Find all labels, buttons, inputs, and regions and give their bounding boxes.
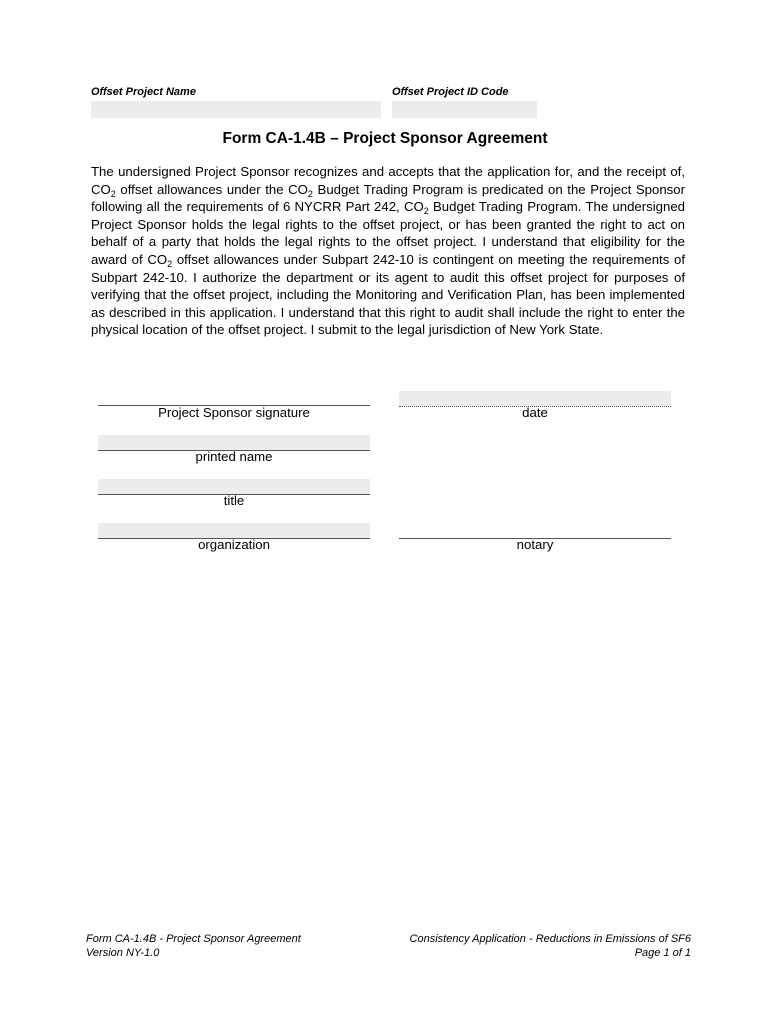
title-caption: title (223, 493, 245, 508)
printed-name-field[interactable] (98, 435, 370, 450)
offset-project-name-field[interactable] (91, 101, 381, 118)
offset-project-name-label: Offset Project Name (91, 86, 196, 98)
date-field[interactable] (399, 391, 671, 406)
agreement-paragraph: The undersigned Project Sponsor recognizes and accepts that the application for, and the receipt of, $CO_2$ offset allowances under the $CO_2$ Budget Trading Program is predicated on the Project Sponsor following all the requirements of 6 NYCRR Part 242, $CO_2$ Budget Trading Program. The undersigned Project Sponsor holds the legal rights to the offset project, or has been granted the right to act on behalf of a party that holds the legal rights to the offset project. I understand that eligibility for the award of $CO_2$ offset allowances under Subpart 242-10 is contingent on meeting the requirements of Subpart 242-10. I authorize the department or its agent to audit this offset project for purposes of verifying that the offset project, including the Monitoring and Verification Plan, has been implemented as described in this application. I understand that this right to audit shall include the right to enter the physical location of the offset project. I submit to the legal jurisdiction of New York State. (91, 164, 686, 338)
sponsor-signature-caption: Project Sponsor signature (158, 405, 310, 420)
offset-project-id-label: Offset Project ID Code (392, 86, 509, 98)
organization-field[interactable] (98, 523, 370, 538)
footer-right (410, 932, 691, 960)
title-field[interactable] (98, 479, 370, 494)
offset-project-id-field[interactable] (392, 101, 537, 118)
notary-caption: notary (516, 537, 554, 552)
footer-application: Consistency Application - Reductions in Emissions of SF6 (409, 933, 691, 945)
date-caption: date (522, 405, 548, 420)
footer-left (86, 932, 301, 960)
footer-page-number: Page 1 of 1 (634, 947, 691, 959)
footer-version: Version NY-1.0 (86, 947, 160, 959)
printed-name-caption: printed name (195, 449, 273, 464)
footer-form-name: Form CA-1.4B - Project Sponsor Agreement (86, 933, 301, 945)
organization-caption: organization (198, 537, 270, 552)
form-title: Form CA-1.4B – Project Sponsor Agreement (222, 130, 548, 147)
